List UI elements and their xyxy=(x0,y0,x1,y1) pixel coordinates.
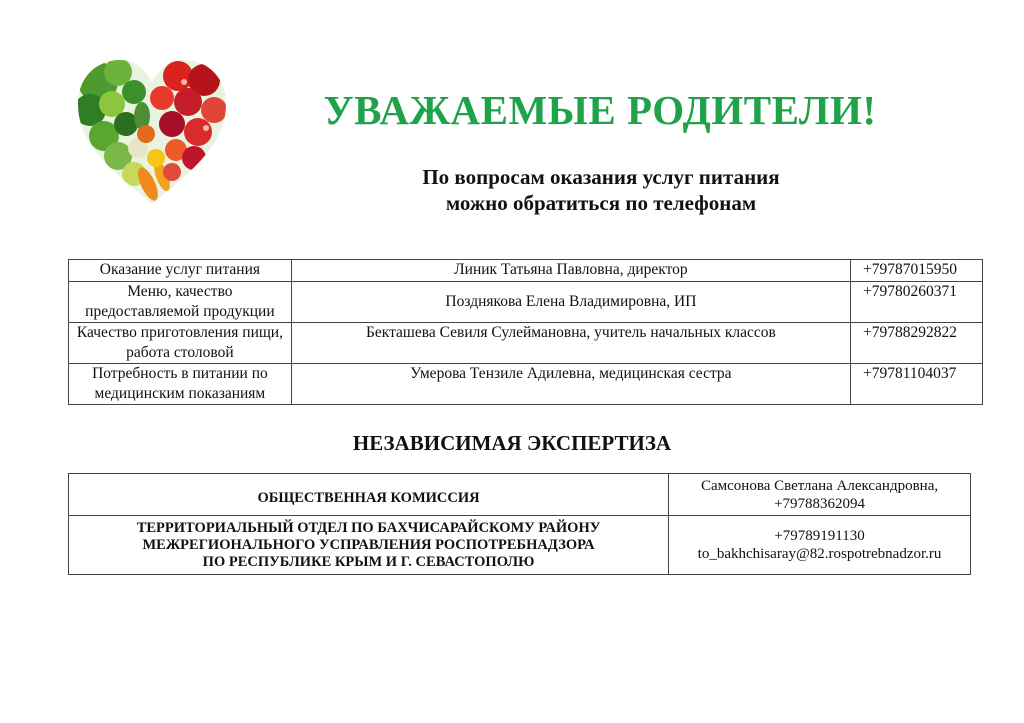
table-row xyxy=(69,516,971,575)
phone-cell: +79780260371 xyxy=(851,282,983,323)
topic-cell: Оказание услуг питания xyxy=(69,260,292,282)
expertise-table xyxy=(68,473,971,575)
table-row xyxy=(69,323,983,364)
org-line: МЕЖРЕГИОНАЛЬНОГО УСПРАВЛЕНИЯ РОСПОТРЕБНАДЗОРА xyxy=(142,536,595,553)
phone-cell: +79787015950 xyxy=(851,260,983,282)
subtitle xyxy=(360,164,842,216)
phone-cell: +79788292822 xyxy=(851,323,983,364)
contact-line: to_bakhchisaray@82.rospotrebnadzor.ru xyxy=(697,546,942,562)
contact-line: +79789191130 xyxy=(774,528,865,544)
org-cell xyxy=(69,474,669,516)
vegetable-heart-image xyxy=(76,58,228,206)
phone-cell: +79781104037 xyxy=(851,364,983,405)
person-cell: Бекташева Севиля Сулеймановна, учитель начальных классов xyxy=(291,323,850,364)
contact-line: Самсонова Светлана Александровна, xyxy=(700,477,939,494)
subtitle-line: По вопросам оказания услуг питания xyxy=(422,165,780,189)
org-line: ОБЩЕСТВЕННАЯ КОМИССИЯ xyxy=(257,490,480,506)
contact-line: +79788362094 xyxy=(774,495,866,512)
table-row xyxy=(69,474,971,516)
table-row xyxy=(69,260,983,282)
topic-cell: Потребность в питании по медицинским показаниям xyxy=(69,364,292,405)
org-line: ТЕРРИТОРИАЛЬНЫЙ ОТДЕЛ ПО БАХЧИСАРАЙСКОМУ РАЙОНУ xyxy=(136,519,601,536)
topic-cell: Меню, качество предоставляемой продукции xyxy=(69,282,292,323)
page-title: УВАЖАЕМЫЕ РОДИТЕЛИ! xyxy=(323,87,877,133)
contact-cell xyxy=(669,474,971,516)
contact-cell xyxy=(669,516,971,575)
topic-cell: Качество приготовления пищи, работа столовой xyxy=(69,323,292,364)
person-cell: Позднякова Елена Владимировна, ИП xyxy=(291,282,850,323)
subtitle-line: можно обратиться по телефонам xyxy=(445,191,757,215)
table-row xyxy=(69,364,983,405)
org-line: ПО РЕСПУБЛИКЕ КРЫМ И Г. СЕВАСТОПОЛЮ xyxy=(202,553,535,570)
person-cell: Умерова Тензиле Адилевна, медицинская сестра xyxy=(291,364,850,405)
contacts-table xyxy=(68,259,983,405)
table-row xyxy=(69,282,983,323)
org-cell xyxy=(69,516,669,575)
expertise-heading: НЕЗАВИСИМАЯ ЭКСПЕРТИЗА xyxy=(352,431,672,455)
person-cell: Линик Татьяна Павловна, директор xyxy=(291,260,850,282)
